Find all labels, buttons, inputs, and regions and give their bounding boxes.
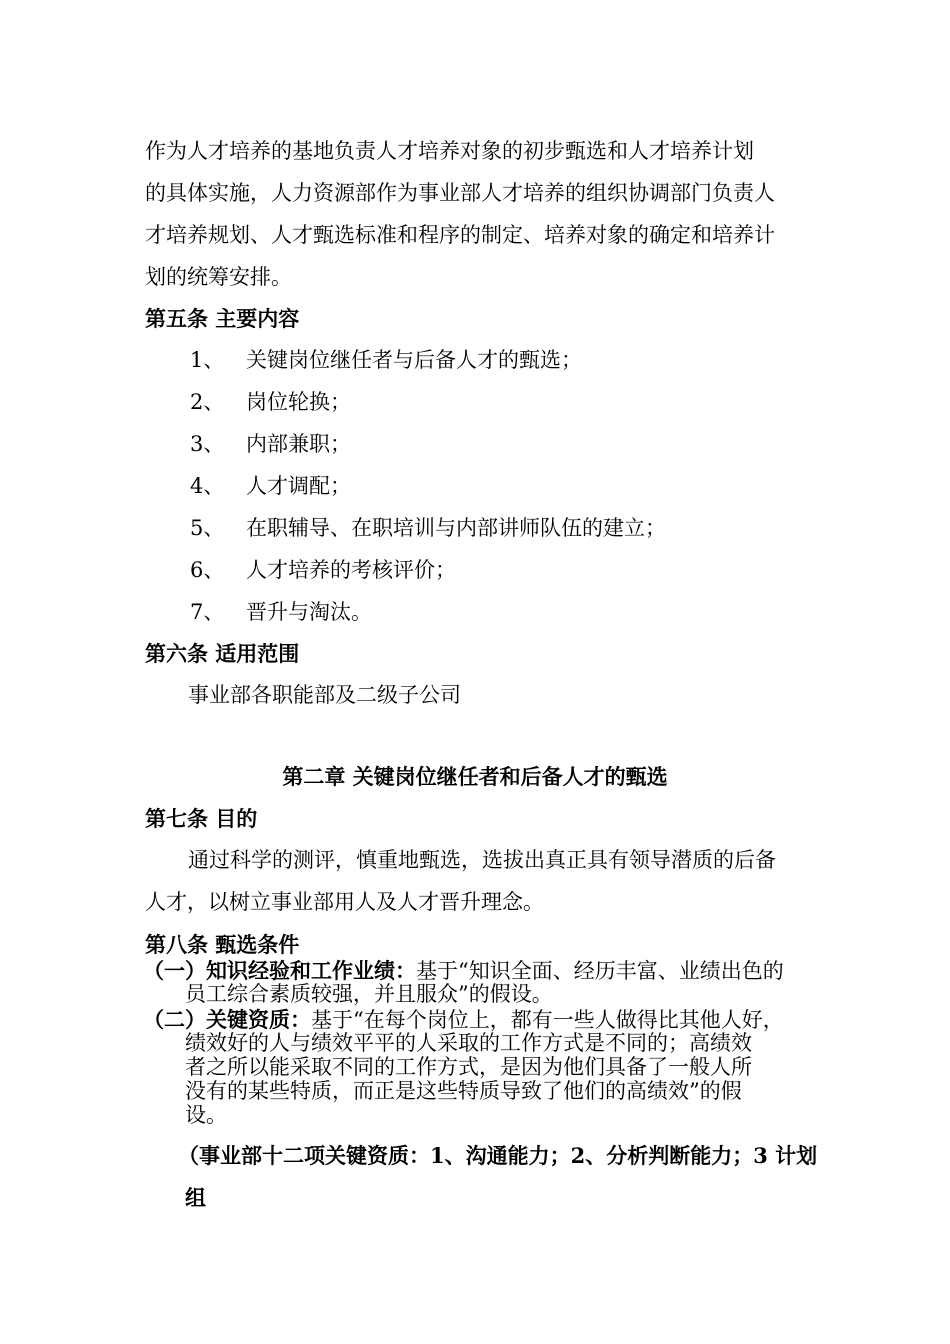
key-competencies-note-line-2: 组 (185, 1185, 206, 1210)
intro-line-1: 作为人才培养的基地负责人才培养对象的初步甄选和人才培养计划 (145, 139, 754, 163)
list-item-number: 1、 (190, 348, 225, 372)
chapter-2-title: 第二章 关键岗位继任者和后备人才的甄选 (282, 764, 668, 789)
list-item (190, 602, 372, 623)
list-item-text: 晋升与淘汰。 (246, 600, 372, 624)
list-item (190, 560, 456, 581)
condition-2-line-3: 者之所以能采取不同的工作方式，是因为他们具备了一般人所 (185, 1055, 752, 1079)
key-competencies-note-line-1: （事业部十二项关键资质：1、沟通能力；2、分析判断能力；3 计划 (178, 1143, 818, 1168)
intro-line-4: 划的统筹安排。 (145, 265, 292, 289)
list-item (190, 434, 351, 455)
condition-2 (143, 1009, 784, 1031)
list-item (190, 518, 666, 539)
intro-line-3: 才培养规划、人才甄选标准和程序的制定、培养对象的确定和培养计 (145, 223, 775, 247)
condition-2-line-2: 绩效好的人与绩效平平的人采取的工作方式是不同的；高绩效 (185, 1031, 752, 1055)
list-item-text: 人才培养的考核评价； (246, 558, 456, 582)
intro-line-2: 的具体实施，人力资源部作为事业部人才培养的组织协调部门负责人 (145, 181, 775, 205)
condition-1-label: （一）知识经验和工作业绩： (143, 958, 416, 983)
condition-1-text: 基于“知识全面、经历丰富、业绩出色的 (416, 959, 784, 983)
list-item-text: 关键岗位继任者与后备人才的甄选； (246, 348, 582, 372)
list-item (190, 476, 351, 497)
list-item (190, 350, 582, 371)
article-8-heading: 第八条 甄选条件 (145, 932, 300, 957)
article-5-heading: 第五条 主要内容 (145, 306, 300, 331)
condition-2-line-4: 没有的某些特质，而正是这些特质导致了他们的高绩效”的假 (185, 1079, 742, 1103)
list-item-number: 3、 (190, 432, 225, 456)
list-item-number: 2、 (190, 390, 225, 414)
article-7-line-1: 通过科学的测评，慎重地甄选，选拔出真正具有领导潜质的后备 (188, 848, 776, 872)
list-item-text: 岗位轮换； (246, 390, 351, 414)
condition-1 (143, 960, 784, 982)
list-item (190, 392, 351, 413)
condition-1-line-2: 员工综合素质较强，并且服众”的假设。 (185, 982, 553, 1006)
condition-2-line-5: 设。 (185, 1103, 227, 1127)
list-item-number: 5、 (190, 516, 225, 540)
list-item-text: 人才调配； (246, 474, 351, 498)
list-item-number: 4、 (190, 474, 225, 498)
list-item-text: 在职辅导、在职培训与内部讲师队伍的建立； (246, 516, 666, 540)
article-6-heading: 第六条 适用范围 (145, 641, 300, 666)
article-7-heading: 第七条 目的 (145, 806, 258, 831)
list-item-number: 7、 (190, 600, 225, 624)
list-item-number: 6、 (190, 558, 225, 582)
list-item-text: 内部兼职； (246, 432, 351, 456)
article-7-line-2: 人才，以树立事业部用人及人才晋升理念。 (145, 890, 544, 914)
condition-2-text: 基于“在每个岗位上，都有一些人做得比其他人好， (311, 1008, 784, 1032)
article-6-text: 事业部各职能部及二级子公司 (188, 683, 461, 707)
condition-2-label: （二）关键资质： (143, 1007, 311, 1032)
